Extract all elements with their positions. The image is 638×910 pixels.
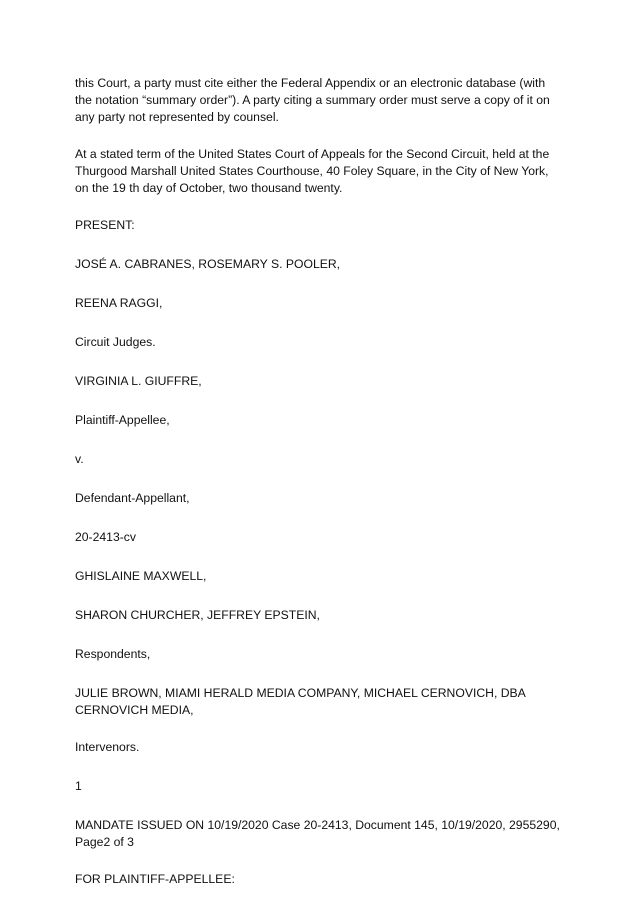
defendant-role: Defendant-Appellant, [75, 491, 190, 505]
judges-line-1: JOSÉ A. CABRANES, ROSEMARY S. POOLER, [75, 257, 341, 271]
docket-number: 20-2413-cv [75, 530, 136, 544]
mandate-header: MANDATE ISSUED ON 10/19/2020 Case 20-2413, Document 145, 10/19/2020, 2955290, Page2 of 3 [75, 818, 560, 849]
paragraph-summary-order-notice: this Court, a party must cite either the Federal Appendix or an electronic database (with the notation “summary order”). A party citing a summary order must serve a copy of it on any party not represented by counsel. [75, 76, 550, 124]
plaintiff-role: Plaintiff-Appellee, [75, 413, 170, 427]
respondents-names: SHARON CHURCHER, JEFFREY EPSTEIN, [75, 608, 320, 622]
defendant-name: GHISLAINE MAXWELL, [75, 569, 207, 583]
judges-line-2: REENA RAGGI, [75, 296, 163, 310]
intervenors-names: JULIE BROWN, MIAMI HERALD MEDIA COMPANY, MICHAEL CERNOVICH, DBA CERNOVICH MEDIA, [75, 686, 526, 717]
judges-title: Circuit Judges. [75, 335, 156, 349]
page-number: 1 [75, 779, 82, 793]
paragraph-court-term: At a stated term of the United States Court of Appeals for the Second Circuit, held at the Thurgood Marshall United States Courthouse, 40 Foley Square, in the City of New York, on the 19 th day of October, two thousand twenty. [75, 147, 550, 195]
respondents-role: Respondents, [75, 647, 151, 661]
plaintiff-name: VIRGINIA L. GIUFFRE, [75, 374, 202, 388]
document-body [75, 75, 565, 910]
versus-label: v. [75, 452, 84, 466]
intervenors-role: Intervenors. [75, 740, 140, 754]
present-heading: PRESENT: [75, 218, 135, 232]
counsel-heading: FOR PLAINTIFF-APPELLEE: [75, 872, 235, 886]
